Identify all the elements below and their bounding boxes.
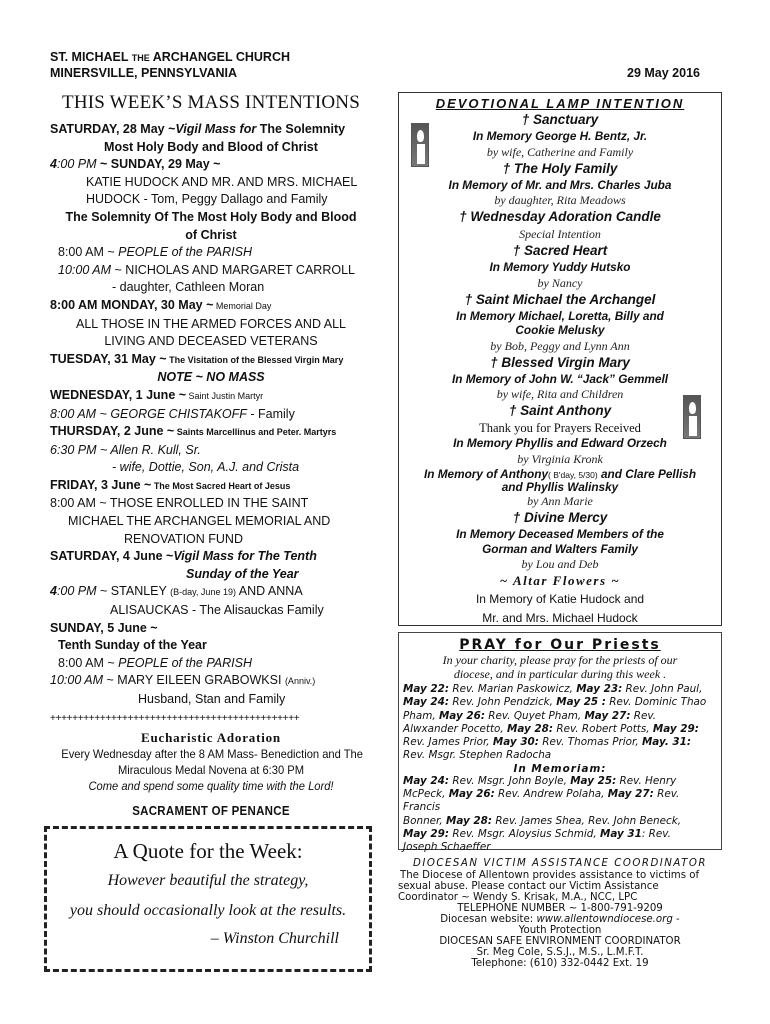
mass-line: 6:30 PM ~ Allen R. Kull, Sr. [50,442,201,457]
devotional-lamp-box [398,92,722,626]
mass-intentions-title: THIS WEEK’S MASS INTENTIONS [62,92,360,113]
mass-line: HUDOCK - Tom, Peggy Dallago and Family [86,192,328,207]
mass-line: Tenth Sunday of the Year [58,638,207,653]
adoration-text: Every Wednesday after the 8 AM Mass- Benediction and The [61,746,363,761]
lamp-memory: In Memory Michael, Loretta, Billy and [456,308,664,323]
bulletin-header [50,50,700,84]
mass-line: 10:00 AM ~ MARY EILEEN GRABOWKSI (Anniv.) [50,673,316,688]
mass-line: 8:00 AM ~ GEORGE CHISTAKOFF - Family [50,406,295,421]
adoration-title: Eucharistic Adoration [141,729,281,745]
coordinator-phone: TELEPHONE NUMBER ~ 1-800-791-9209 [457,903,663,914]
quote-title: A Quote for the Week: [113,839,303,863]
church-town: MINERSVILLE, PENNSYLVANIA [50,66,238,80]
divider-pluses: +++++++++++++++++++++++++++++++++++++++++++++ [50,712,300,724]
lamp-memory: In Memory Deceased Members of the [456,527,664,541]
lamp-memory: In Memory George H. Bentz, Jr. [472,129,648,143]
lamp-donor: Special Intention [519,227,601,241]
mass-line: SATURDAY, 4 June ~Vigil Mass for The Tenth [50,549,317,564]
lamp-memory: In Memory Phyllis and Edward Orzech [453,436,667,450]
coordinator-phone: Telephone: (610) 332-0442 Ext. 19 [471,958,649,969]
mass-line: TUESDAY, 31 May ~ The Visitation of the Blessed Virgin Mary [50,351,344,366]
lamp-donor: by Bob, Peggy and Lynn Ann [490,338,630,353]
diocese-website-link[interactable]: www.allentowndiocese.org [536,914,673,925]
altar-memory: In Memory of Katie Hudock and [475,592,645,606]
mass-line: Husband, Stan and Family [138,692,286,706]
safe-environment-title: DIOCESAN SAFE ENVIRONMENT COORDINATOR [439,936,681,947]
mass-line: ALL THOSE IN THE ARMED FORCES AND ALL [76,316,346,331]
mass-line: Most Holy Body and Blood of Christ [104,139,318,154]
mass-line: LIVING AND DECEASED VETERANS [104,334,318,349]
mass-line: 4:00 PM ~ STANLEY (B-day, June 19) AND ANNA [50,584,303,599]
lamp-heading: † Saint Anthony [508,403,612,418]
coordinator-line: Sr. Meg Cole, S.S.J., M.S., L.M.F.T. [476,947,644,958]
coordinator-title: DIOCESAN VICTIM ASSISTANCE COORDINATOR [413,858,707,869]
pray-title: PRAY for Our Priests [459,637,661,653]
mass-intentions-column [50,92,372,818]
mass-line: - wife, Dottie, Son, A.J. and Crista [112,460,300,475]
in-memoriam-heading: In Memoriam: [513,762,607,775]
lamp-heading: † Sanctuary [521,112,599,127]
lamp-memory: Gorman and Walters Family [482,541,638,556]
lamp-heading: † The Holy Family [502,160,618,176]
lamp-heading: † Wednesday Adoration Candle [459,209,661,224]
mass-line: 4:00 PM ~ SUNDAY, 29 May ~ [50,157,221,172]
mass-line: SATURDAY, 28 May ~Vigil Mass for The Solemnity [50,122,346,136]
lamp-donor: by Nancy [537,275,583,290]
lamp-note: Thank you for Prayers Received [479,421,641,435]
mass-line: Sunday of the Year [186,566,299,581]
lamp-memory: and Phyllis Walinsky [501,480,619,494]
priest-list: May 22: Rev. Marian Paskowicz, May 23: Rev. John Paul, May 24: Rev. John Pendzick, May 25 : Rev. Dominic Thao Pham, May 26: Rev. Quyet Pham, May 27: Rev. Alwxander Pocetto, May 28: Rev. Robert Potts, May 29: Rev. James Prior, May 30: Rev. Thomas Prior, May. 31: Rev. Msgr. Stephen Radocha In Memoriam: May 24: Rev. Msgr. John Boyle, May 25: Rev. Henry McPeck, May 26: Rev. Andrew Polaha, May 27: Rev. Francis Bonner, May 28: Rev. James Shea, Rev. John Beneck, May 29: Rev. Msgr. Aloysius Schmid, May 31: Rev. Joseph Schaeffer [399,681,721,857]
lamp-memory: In Memory Yuddy Hutsko [489,260,631,274]
adoration-text: Come and spend some quality time with the Lord! [88,778,334,793]
mass-line: 8:00 AM ~ PEOPLE of the PARISH [58,245,252,260]
church-name: ST. MICHAEL THE ARCHANGEL CHURCH [50,50,291,64]
lamp-heading: † Sacred Heart [512,243,608,258]
coordinator-website: Diocesan website: www.allentowndiocese.org - [440,914,680,925]
bulletin-date: 29 May 2016 [627,66,700,80]
pray-subtitle: In your charity, please pray for the priests of our [442,653,678,667]
coordinator-line: Youth Protection [518,925,602,936]
lamp-donor: by wife, Rita and Children [496,387,624,401]
lamp-list [399,111,721,628]
altar-memory: Mr. and Mrs. Michael Hudock [482,611,638,625]
coordinator-line: sexual abuse. Please contact our Victim Assistance [398,881,659,892]
mass-line: ALISAUCKAS - The Alisauckas Family [110,603,324,618]
victim-assistance-section [398,858,722,969]
coordinator-line: Coordinator ~ Wendy S. Krisak, M.A., NCC, LPC [398,892,638,903]
lamp-memory: In Memory of Anthony( B'day, 5/30) and Clare Pellish [423,466,697,481]
mass-line: SUNDAY, 5 June ~ [50,620,158,635]
altar-flowers-heading: ~ Altar Flowers ~ [499,573,621,588]
mass-line: MICHAEL THE ARCHANGEL MEMORIAL AND [68,514,331,529]
mass-line: FRIDAY, 3 June ~ The Most Sacred Heart of Jesus [50,477,291,492]
mass-line: of Christ [185,227,237,242]
lamp-memory: In Memory of John W. “Jack” Gemmell [451,371,669,386]
mass-line: THURSDAY, 2 June ~ Saints Marcellinus and Peter. Martyrs [50,424,337,439]
mass-line: 8:00 AM MONDAY, 30 May ~ Memorial Day [50,297,272,312]
mass-line: KATIE HUDOCK AND MR. AND MRS. MICHAEL [86,174,358,189]
lamp-heading: † Divine Mercy [512,510,608,525]
lamp-donor: by wife, Catherine and Family [486,144,634,159]
lamp-heading: † Blessed Virgin Mary [490,354,630,370]
quote-box [44,826,372,972]
mass-line: - daughter, Cathleen Moran [112,280,265,295]
candle-icon [411,123,429,167]
lamp-memory: In Memory of Mr. and Mrs. Charles Juba [448,177,672,192]
quote-author: – Winston Churchill [210,930,339,947]
candle-icon [683,395,701,439]
lamp-memory: Cookie Melusky [515,323,605,337]
lamp-donor: by Virginia Kronk [517,451,603,466]
mass-line: RENOVATION FUND [124,531,243,546]
mass-line: 8:00 AM ~ THOSE ENROLLED IN THE SAINT [50,496,309,511]
lamp-title: DEVOTIONAL LAMP INTENTION [435,96,685,111]
mass-line: The Solemnity Of The Most Holy Body and Blood [65,209,357,224]
adoration-text: Miraculous Medal Novena at 6:30 PM [117,762,305,777]
quote-text: you should occasionally look at the results. [69,902,347,919]
quote-text: However beautiful the strategy, [107,872,309,889]
penance-heading: SACRAMENT OF PENANCE [132,803,290,818]
mass-line: 8:00 AM ~ PEOPLE of the PARISH [58,655,252,670]
mass-line: 10:00 AM ~ NICHOLAS AND MARGARET CARROLL [58,262,355,277]
mass-line: WEDNESDAY, 1 June ~ Saint Justin Martyr [50,387,264,402]
lamp-donor: by daughter, Rita Meadows [494,193,626,207]
lamp-donor: by Ann Marie [527,494,593,508]
coordinator-line: The Diocese of Allentown provides assistance to victims of [400,870,700,881]
mass-line: NOTE ~ NO MASS [157,370,265,385]
lamp-donor: by Lou and Deb [521,557,599,571]
pray-subtitle: diocese, and in particular during this week . [453,667,667,681]
lamp-heading: † Saint Michael the Archangel [464,291,656,307]
pray-for-priests-box [398,632,722,854]
